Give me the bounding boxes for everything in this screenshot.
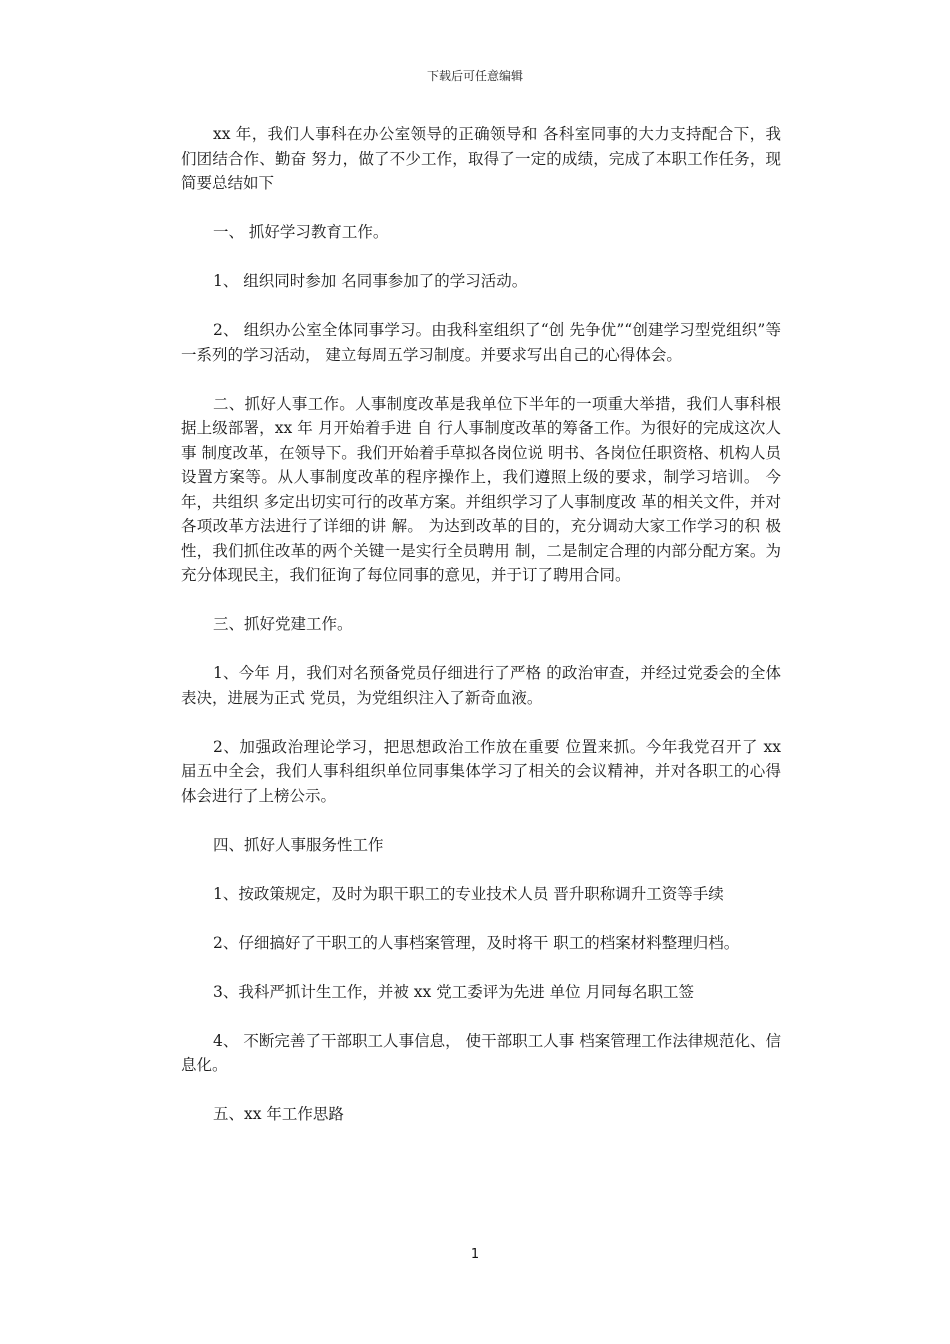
paragraph-4-2: 2、仔细搞好了干职工的人事档案管理，及时将干 职工的档案材料整理归档。 — [213, 933, 740, 952]
paragraph-4-3: 3、我科严抓计生工作，并被 xx 党工委评为先进 单位 月同每名职工签 — [213, 982, 695, 1001]
paragraph-4-1: 1、按政策规定，及时为职干职工的专业技术人员 晋升职称调升工资等手续 — [213, 884, 724, 903]
paragraph-intro: xx 年，我们人事科在办公室领导的正确领导和 各科室同事的大力支持配合下，我们团结合作、勤奋 努力，做了不少工作，取得了一定的成绩，完成了本职工作任务，现简要总结如下 — [181, 125, 781, 192]
paragraph-1-2: 2、 组织办公室全体同事学习。由我科室组织了“创 先争优”“创建学习型党组织”等一系列的学习活动， 建立每周五学习制度。并要求写出自己的心得体会。 — [181, 321, 781, 364]
heading-section-1: 一、 抓好学习教育工作。 — [213, 223, 389, 241]
paragraph-1-1: 1、 组织同时参加 名同事参加了的学习活动。 — [213, 272, 528, 290]
paragraph-section-2: 二、抓好人事工作。人事制度改革是我单位下半年的一项重大举措，我们人事科根据上级部署，xx 年 月开始着手进 自 行人事制度改革的筹备工作。为很好的完成这次人事 制度改革，在领导下。我们开始着手草拟各岗位说 明书、各岗位任职资格、机构人员设置方案等。从人事制度改革的程序操作上，我们遵照上级的要求，制学习培训。 今年，共组织 多定出切实可行的改革方案。并组织学习了人事制度改 革的相关文件，并对各项改革方法进行了详细的讲 解。 为达到改革的目的，充分调动大家工作学习的积 极性，我们抓住改革的两个关键一是实行全员聘用 制，二是制定合理的内部分配方案。为充分体现民主，我们征询了每位同事的意见，并于订了聘用合同。 — [181, 394, 781, 584]
page-number: 1 — [470, 1247, 480, 1262]
heading-section-3: 三、抓好党建工作。 — [213, 615, 353, 633]
document-body — [181, 122, 781, 1127]
paragraph-3-1: 1、今年 月，我们对名预备党员仔细进行了严格 的政治审查，并经过党委会的全体表决，进展为正式 党员，为党组织注入了新奇血液。 — [181, 664, 781, 707]
paragraph-3-2: 2、加强政治理论学习，把思想政治工作放在重要 位置来抓。今年我党召开了 xx 届五中全会，我们人事科组织单位同事集体学习了相关的会议精神，并对各职工的心得体会进行了上榜公示。 — [181, 737, 781, 805]
heading-section-5: 五、xx 年工作思路 — [213, 1105, 344, 1123]
heading-section-4: 四、抓好人事服务性工作 — [213, 835, 384, 854]
paragraph-4-4: 4、 不断完善了干部职工人事信息， 使干部职工人事 档案管理工作法律规范化、信息化。 — [181, 1031, 781, 1074]
page-header: 下载后可任意编辑 — [426, 69, 523, 83]
